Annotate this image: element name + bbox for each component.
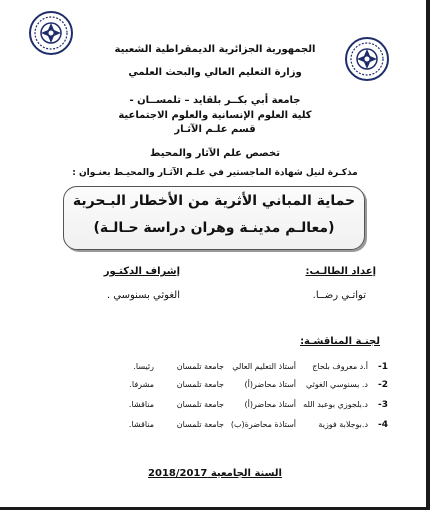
thesis-title-box	[63, 186, 365, 250]
department-name: قسم علـم الآثـار	[174, 124, 256, 135]
student-name: تواتـي رضــا.	[312, 290, 366, 301]
ministry-name: وزارة التعليم العالي والبحث العلمي	[128, 67, 302, 78]
university-name: جامعة أبي بكــر بلقايد – تلمســان -	[129, 95, 301, 106]
committee-row	[0, 362, 430, 376]
committee-member-university: جامعة تلمسان	[176, 420, 224, 429]
committee-member-role: مناقشا.	[128, 400, 154, 409]
committee-row	[0, 380, 430, 394]
committee-member-role: رئيسا.	[133, 362, 154, 371]
committee-member-name: أ.د معروف بلحاج	[312, 362, 368, 371]
committee-member-name: د.بوجلابة فوزية	[318, 420, 368, 429]
committee-member-university: جامعة تلمسان	[176, 380, 224, 389]
committee-index: 4-	[377, 420, 388, 430]
committee-member-role: مشرفا.	[129, 380, 154, 389]
committee-row	[0, 400, 430, 414]
academic-year	[0, 468, 430, 479]
thesis-title-line1: حماية المباني الأثرية من الأخطار البـحرية	[72, 193, 356, 209]
committee-member-role: مناقشا.	[128, 420, 154, 429]
supervisor-name: الغوثي بسنوسي .	[106, 290, 180, 301]
committee-member-university: جامعة تلمسان	[176, 400, 224, 409]
committee-index: 2-	[377, 380, 388, 390]
committee-member-name: د.بلجوزي بوعبد الله	[303, 400, 368, 409]
committee-row	[0, 420, 430, 434]
committee-member-rank: أستاذ محاضر(أ)	[244, 380, 296, 389]
academic-year-label: السنة الجامعية	[207, 468, 282, 479]
committee-member-rank: أستاذ محاضر(أ)	[244, 400, 296, 409]
memoir-statement: مذكـرة لنيل شهادة الماجستير في علـم الآثـار والمحيـط بعنـوان :	[72, 168, 358, 178]
supervisor-label: إشراف الدكتـور	[103, 266, 180, 277]
committee-member-name: د. بسنوسي الغوثي	[305, 380, 368, 389]
committee-member-university: جامعة تلمسان	[176, 362, 224, 371]
republic-name: الجمهورية الجزائرية الديمقراطية الشعبية	[114, 44, 316, 55]
thesis-title-line2: (معالـم مدينـة وهران دراسة حـالـة)	[93, 220, 335, 236]
faculty-name: كلية العلوم الإنسانية والعلوم الاجتماعية	[118, 110, 312, 121]
committee-index: 3-	[377, 400, 388, 410]
committee-index: 1-	[377, 362, 388, 372]
academic-year-value: 2018/2017	[148, 468, 208, 479]
specialty: تخصص علم الآثار والمحيط	[150, 148, 280, 159]
student-label: إعداد الطالـب:	[305, 266, 376, 277]
committee-member-rank: أستاذ التعليم العالي	[232, 362, 296, 371]
committee-title: لجنـة المناقشـة:	[300, 336, 380, 347]
page-border-right	[426, 0, 430, 510]
committee-member-rank: أستاذة محاضرة(ب)	[230, 420, 296, 429]
